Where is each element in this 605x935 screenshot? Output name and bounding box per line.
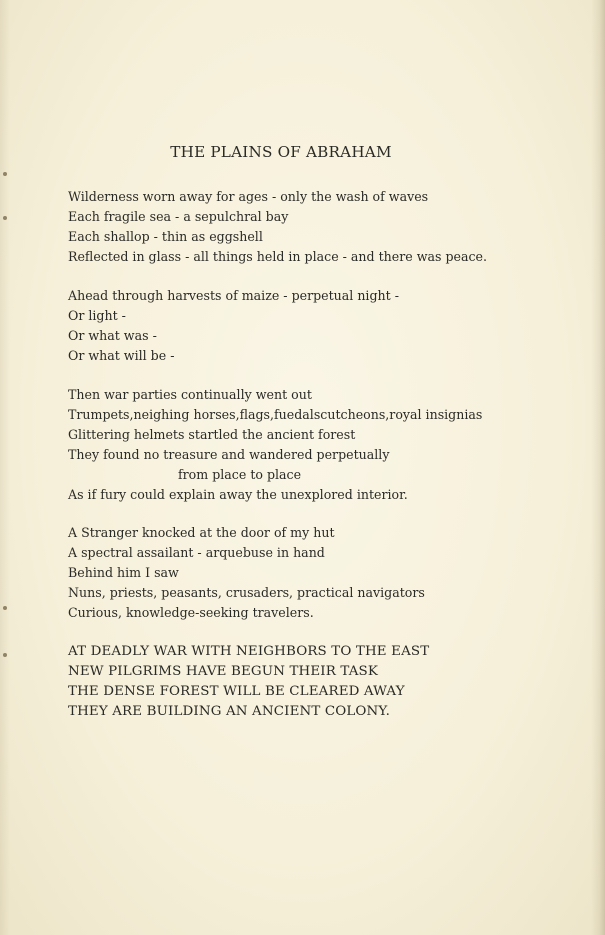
poem-line: Behind him I saw — [68, 565, 179, 580]
poem-line: NEW PILGRIMS HAVE BEGUN THEIR TASK — [68, 664, 379, 679]
stanza-4 — [68, 523, 425, 623]
poem-line: Curious, knowledge-seeking travelers. — [68, 605, 314, 620]
poem-line: Glittering helmets startled the ancient forest — [68, 427, 356, 442]
poem-title: THE PLAINS OF ABRAHAM — [170, 143, 392, 161]
binding-hole-mark — [3, 606, 7, 610]
stanza-5-uppercase — [68, 642, 429, 722]
stanza-3 — [68, 385, 482, 505]
poem-line: A spectral assailant - arquebuse in hand — [68, 545, 325, 560]
poem-line: Then war parties continually went out — [68, 387, 312, 402]
poem-line: THEY ARE BUILDING AN ANCIENT COLONY. — [68, 704, 391, 719]
poem-line: A Stranger knocked at the door of my hut — [68, 525, 335, 540]
poem-line: AT DEADLY WAR WITH NEIGHBORS TO THE EAST — [68, 644, 430, 659]
poem-line: Each fragile sea - a sepulchral bay — [68, 209, 289, 224]
binding-hole-mark — [3, 172, 7, 176]
poem-line: They found no treasure and wandered perpetually — [68, 447, 390, 462]
poem-line: Reflected in glass - all things held in place - and there was peace. — [68, 249, 487, 264]
poem-line: Trumpets,neighing horses,flags,fuedalscutcheons,royal insignias — [68, 407, 483, 422]
stanza-1 — [68, 187, 487, 267]
page-left-shadow — [0, 0, 10, 935]
poem-line: Wilderness worn away for ages - only the wash of waves — [68, 189, 429, 204]
poem-line-indented: from place to place — [178, 467, 302, 482]
poem-line: Or what was - — [68, 328, 157, 343]
page-right-shadow — [591, 0, 605, 935]
poem-line: Nuns, priests, peasants, crusaders, practical navigators — [68, 585, 425, 600]
poem-line: Each shallop - thin as eggshell — [68, 229, 263, 244]
binding-hole-mark — [3, 653, 7, 657]
binding-hole-mark — [3, 216, 7, 220]
poem-line: Or what will be - — [68, 348, 175, 363]
poem-line: As if fury could explain away the unexplored interior. — [68, 487, 408, 502]
poem-line: Ahead through harvests of maize - perpetual night - — [68, 288, 399, 303]
poem-line: THE DENSE FOREST WILL BE CLEARED AWAY — [68, 684, 405, 699]
poem-line: Or light - — [68, 308, 126, 323]
stanza-2 — [68, 286, 399, 366]
